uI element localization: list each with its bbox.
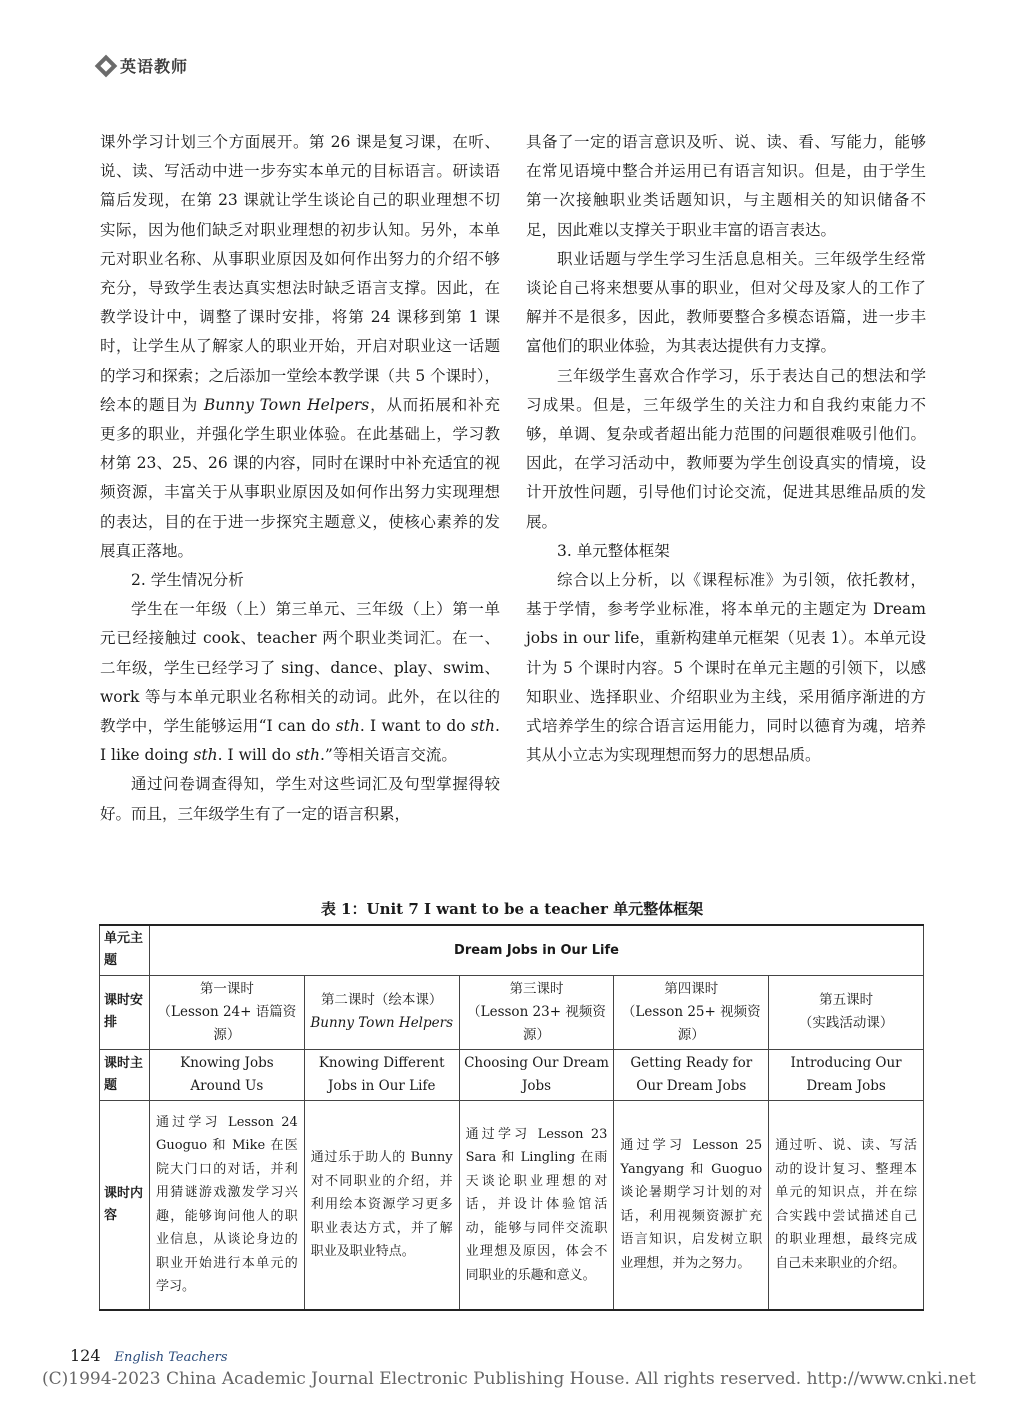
schedule-cell-1: 第一课时 （Lesson 24+ 语篇资源）: [150, 975, 305, 1049]
table-row-content: [100, 1100, 924, 1310]
copyright-notice: (C)1994-2023 China Academic Journal Electronic Publishing House. All rights reserved. http://www.cnki.net: [42, 1369, 976, 1389]
page-number: 124: [70, 1346, 101, 1365]
schedule-cell-3: 第三课时 （Lesson 23+ 视频资源）: [459, 975, 614, 1049]
topic-cell-1: Knowing Jobs Around Us: [150, 1049, 305, 1100]
diamond-icon: [95, 54, 118, 77]
row-header-theme: 单元主题: [100, 925, 150, 975]
topic-cell-4: Getting Ready for Our Dream Jobs: [614, 1049, 769, 1100]
schedule-cell-5: 第五课时 （实践活动课）: [769, 975, 924, 1049]
section-heading-2: 2. 学生情况分析: [131, 571, 244, 590]
unit-theme-cell: Dream Jobs in Our Life: [150, 925, 924, 975]
left-paragraph-2: 学生在一年级（上）第三单元、三年级（上）第一单元已经接触过 cook、teacher 两个职业类词汇。在一、二年级，学生已经学习了 sing、dance、play、swim、work 等与本单元职业名称相关的动词。此外，在以往的教学中，学生能够运用“I can do sth. I want to do sth. I like doing sth. I will do sth.”等相关语言交流。: [100, 600, 500, 765]
left-paragraph-3: 通过问卷调查得知，学生对这些词汇及句型掌握得较好。而且，三年级学生有了一定的语言积累，: [100, 775, 500, 823]
content-cell-4: 通过学习 Lesson 25 Yangyang 和 Guoguo 谈论暑期学习计划的对话，利用视频资源扩充语言知识，启发树立职业理想，并为之努力。: [614, 1100, 769, 1310]
table-row-theme: [100, 925, 924, 975]
table-row-topic: [100, 1049, 924, 1100]
page-footer: [70, 1346, 228, 1365]
right-paragraph-3: 三年级学生喜欢合作学习，乐于表达自己的想法和学习成果。但是，三年级学生的关注力和自我约束能力不够，单调、复杂或者超出能力范围的问题很难吸引他们。因此，在学习活动中，教师要为学生创设真实的情境，设计开放性问题，引导他们讨论交流，促进其思维品质的发展。: [526, 366, 926, 531]
row-header-schedule: 课时安排: [100, 975, 150, 1049]
journal-header: [98, 54, 188, 77]
topic-cell-3: Choosing Our Dream Jobs: [459, 1049, 614, 1100]
left-paragraph-1: 课外学习计划三个方面展开。第 26 课是复习课，在听、说、读、写活动中进一步夯实本单元的目标语言。研读语篇后发现，在第 23 课就让学生谈论自己的职业理想不切实际，因为他们缺乏对职业理想的初步认知。另外，本单元对职业名称、从事职业原因及如何作出努力的介绍不够充分，导致学生表达真实想法时缺乏语言支撑。因此，在教学设计中，调整了课时安排，将第 24 课移到第 1 课时，让学生从了解家人的职业开始，开启对职业这一话题的学习和探索；之后添加一堂绘本教学课（共 5 个课时），绘本的题目为 Bunny Town Helpers，从而拓展和补充更多的职业，并强化学生职业体验。在此基础上，学习教材第 23、25、26 课的内容，同时在课时中补充适宜的视频资源，丰富关于从事职业原因及如何作出努力实现理想的表达，目的在于进一步探究主题意义，使核心素养的发展真正落地。: [100, 133, 500, 560]
journal-english-title: English Teachers: [114, 1350, 228, 1365]
right-column: [526, 128, 926, 770]
table-row-schedule: [100, 975, 924, 1049]
row-header-content: 课时内容: [100, 1100, 150, 1310]
content-cell-5: 通过听、说、读、写活动的设计复习、整理本单元的知识点，并在综合实践中尝试描述自己的职业理想，最终完成自己未来职业的介绍。: [769, 1100, 924, 1310]
schedule-cell-4: 第四课时 （Lesson 25+ 视频资源）: [614, 975, 769, 1049]
content-cell-2: 通过乐于助人的 Bunny 对不同职业的介绍，并利用绘本资源学习更多职业表达方式，并了解职业及职业特点。: [304, 1100, 459, 1310]
table-caption: 表 1：Unit 7 I want to be a teacher 单元整体框架: [320, 900, 704, 918]
row-header-topic: 课时主题: [100, 1049, 150, 1100]
journal-title: 英语教师: [120, 57, 189, 76]
section-heading-3: 3. 单元整体框架: [557, 541, 670, 560]
unit-framework-table: [99, 924, 924, 1311]
right-paragraph-1: 具备了一定的语言意识及听、说、读、看、写能力，能够在常见语境中整合并运用已有语言知识。但是，由于学生第一次接触职业类话题知识，与主题相关的知识储备不足，因此难以支撑关于职业丰富的语言表达。: [526, 133, 926, 239]
topic-cell-5: Introducing Our Dream Jobs: [769, 1049, 924, 1100]
content-cell-1: 通过学习 Lesson 24 Guoguo 和 Mike 在医院大门口的对话，并利用猜谜游戏激发学习兴趣，能够询问他人的职业信息，从谈论身边的职业开始进行本单元的学习。: [150, 1100, 305, 1310]
right-paragraph-4: 综合以上分析，以《课程标准》为引领，依托教材，基于学情，参考学业标准，将本单元的主题定为 Dream jobs in our life，重新构建单元框架（见表 1）。本单元设计为 5 个课时内容。5 个课时在单元主题的引领下，以感知职业、选择职业、介绍职业为主线，采用循序渐进的方式培养学生的综合语言运用能力，同时以德育为魂，培养其从小立志为实现理想而努力的思想品质。: [526, 571, 926, 765]
right-paragraph-2: 职业话题与学生学习生活息息相关。三年级学生经常谈论自己将来想要从事的职业，但对父母及家人的工作了解并不是很多，因此，教师要整合多模态语篇，进一步丰富他们的职业体验，为其表达提供有力支撑。: [526, 249, 926, 356]
content-cell-3: 通过学习 Lesson 23 Sara 和 Lingling 在雨天谈论职业理想的对话，并设计体验馆活动，能够与同伴交流职业理想及原因，体会不同职业的乐趣和意义。: [459, 1100, 614, 1310]
topic-cell-2: Knowing Different Jobs in Our Life: [304, 1049, 459, 1100]
left-column: [100, 128, 500, 829]
schedule-cell-2: 第二课时（绘本课） Bunny Town Helpers: [304, 975, 459, 1049]
